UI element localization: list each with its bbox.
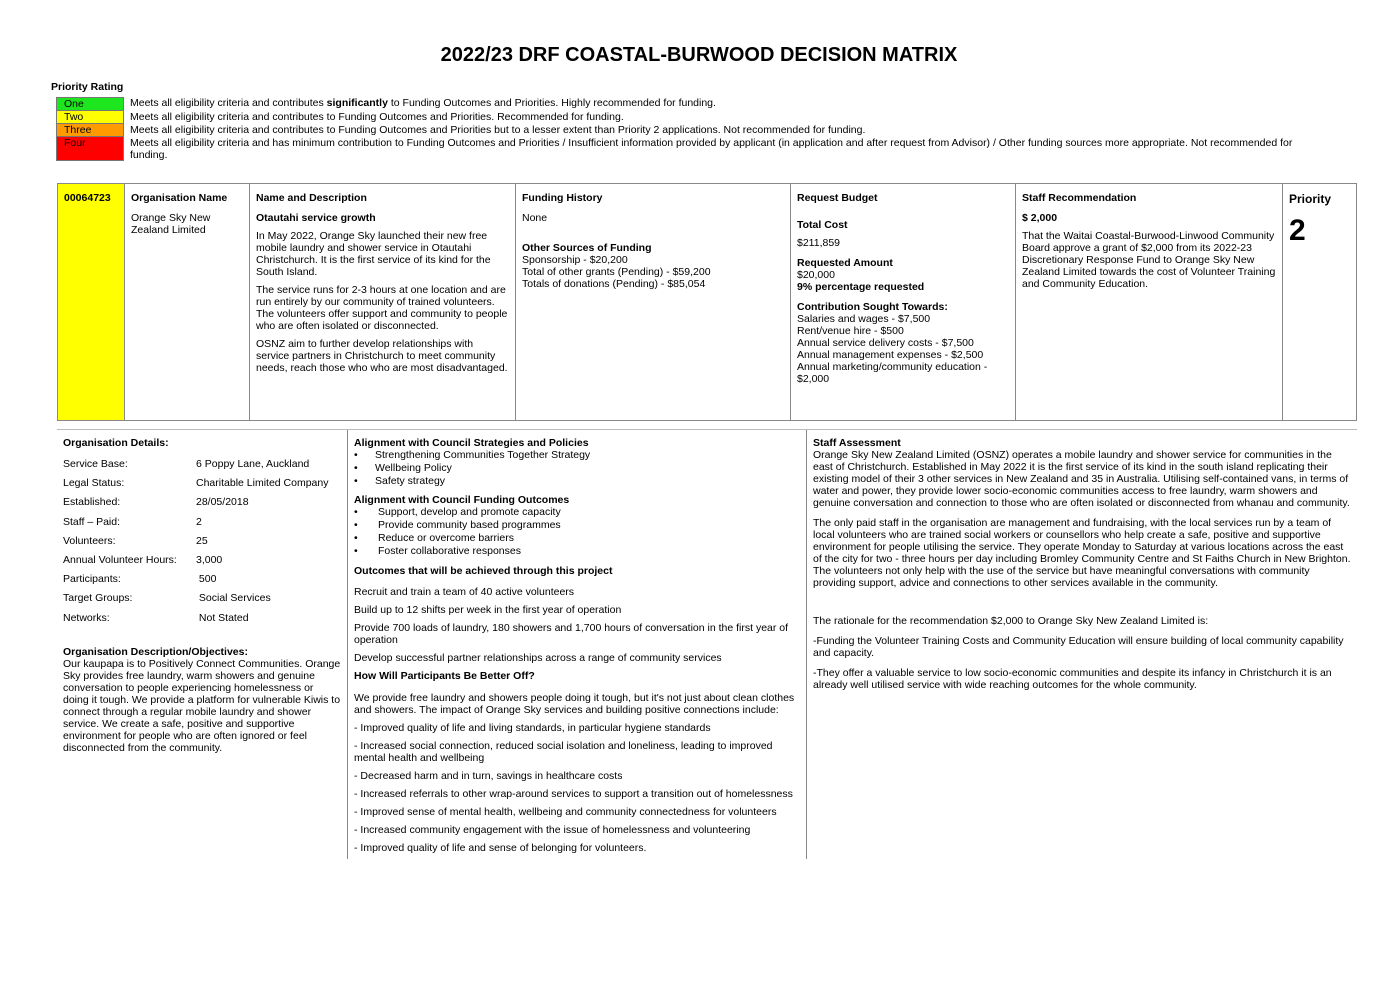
staff-recommendation-amount: $ 2,000 bbox=[1022, 212, 1058, 224]
better-off-item: - Increased community engagement with the issue of homelessness and volunteering bbox=[354, 824, 751, 836]
staff-assessment-col bbox=[807, 430, 1357, 859]
priority-value: 2 bbox=[1289, 214, 1306, 247]
funding-outcomes-list bbox=[354, 506, 800, 558]
detail-row bbox=[63, 535, 341, 554]
total-cost-value: $211,859 bbox=[797, 237, 841, 249]
detail-value: 6 Poppy Lane, Auckland bbox=[196, 458, 310, 470]
detail-value: Social Services bbox=[196, 592, 271, 605]
project-name: Otautahi service growth bbox=[256, 212, 376, 224]
detail-row bbox=[63, 477, 341, 496]
org-name: Orange Sky New Zealand Limited bbox=[131, 212, 211, 236]
other-sources-heading: Other Sources of Funding bbox=[522, 242, 652, 254]
funding-history-col bbox=[516, 184, 791, 420]
strategy-item: • Safety strategy bbox=[354, 475, 800, 488]
funding-history-heading: Funding History bbox=[522, 192, 603, 204]
staff-assessment-heading: Staff Assessment bbox=[813, 437, 901, 449]
better-off-item: - Increased social connection, reduced social isolation and loneliness, leading to improved mental health and wellbeing bbox=[354, 740, 773, 764]
request-budget-col bbox=[791, 184, 1016, 420]
org-details-heading: Organisation Details: bbox=[63, 437, 169, 449]
better-off-item: - Improved sense of mental health, wellbeing and community connectedness for volunteers bbox=[354, 806, 777, 818]
funding-history-value: None bbox=[522, 212, 548, 224]
priority-swatch-three: Three bbox=[56, 124, 124, 137]
sought-item: Annual marketing/community education - $2,000 bbox=[797, 361, 988, 385]
alignment-col bbox=[348, 430, 807, 859]
better-off-item: - Improved quality of life and sense of belonging for volunteers. bbox=[354, 842, 647, 854]
priority-rating-legend bbox=[56, 97, 1316, 161]
requested-value: $20,000 bbox=[797, 269, 835, 281]
outcome-item: • Support, develop and promote capacity bbox=[354, 506, 800, 519]
detail-row bbox=[63, 516, 341, 535]
contribution-sought-heading: Contribution Sought Towards: bbox=[797, 301, 948, 313]
detail-value: 28/05/2018 bbox=[196, 496, 249, 509]
percentage-requested: 9% percentage requested bbox=[797, 281, 925, 293]
detail-value: 25 bbox=[196, 534, 208, 547]
sought-item: Salaries and wages - $7,500 bbox=[797, 313, 931, 325]
project-desc-2: The service runs for 2-3 hours at one location and are run entirely by our community of trained volunteers. The volunteers offer support and community to people who are often isolated or disconnected. bbox=[256, 284, 508, 332]
assessment-paragraph: -Funding the Volunteer Training Costs and Community Education will ensure building of local community capability and capacity. bbox=[813, 635, 1344, 659]
detail-row bbox=[63, 458, 341, 477]
detail-key: Legal Status: bbox=[63, 477, 125, 490]
request-budget-heading: Request Budget bbox=[797, 192, 878, 204]
priority-rating-row bbox=[56, 111, 1316, 124]
page-title: 2022/23 DRF COASTAL-BURWOOD DECISION MATRIX bbox=[440, 44, 958, 66]
priority-desc-two: Meets all eligibility criteria and contributes to Funding Outcomes and Priorities. Recommended for funding. bbox=[130, 111, 624, 123]
detail-key: Staff – Paid: bbox=[63, 515, 121, 528]
detail-row bbox=[63, 496, 341, 515]
strategy-item: • Wellbeing Policy bbox=[354, 462, 800, 475]
achieved-item: Develop successful partner relationships across a range of community services bbox=[354, 652, 722, 664]
priority-rating-row bbox=[56, 124, 1316, 137]
detail-row bbox=[63, 592, 341, 611]
strategies-list bbox=[354, 449, 800, 488]
assessment-paragraph: -They offer a valuable service to low socio-economic communities and despite its infancy in Christchurch it is an already well utilised service with wide reaching outcomes for the whole community. bbox=[813, 667, 1332, 691]
outcomes-achieved-heading: Outcomes that will be achieved through this project bbox=[354, 565, 613, 577]
application-id: 00064723 bbox=[58, 184, 125, 420]
achieved-item: Build up to 12 shifts per week in the first year of operation bbox=[354, 604, 622, 616]
other-source-item: Total of other grants (Pending) - $59,200 bbox=[522, 266, 711, 278]
organisation-details-col bbox=[57, 430, 348, 859]
staff-recommendation-col bbox=[1016, 184, 1283, 420]
org-name-heading: Organisation Name bbox=[131, 192, 228, 204]
detail-value: 2 bbox=[196, 515, 202, 528]
sought-item: Annual service delivery costs - $7,500 bbox=[797, 337, 974, 349]
better-off-item: - Improved quality of life and living standards, in particular hygiene standards bbox=[354, 722, 711, 734]
org-name-col bbox=[125, 184, 250, 420]
achieved-item: Recruit and train a team of 40 active volunteers bbox=[354, 586, 575, 598]
priority-swatch-one: One bbox=[56, 97, 124, 111]
better-off-item: - Decreased harm and in turn, savings in healthcare costs bbox=[354, 770, 623, 782]
org-description: Our kaupapa is to Positively Connect Communities. Orange Sky provides free laundry, warm showers and genuine conversation to people experiencing homelessness or doing it tough. We provide a platform for vulnerable Kiwis to connect through a regular mobile laundry and shower service. We create a safe, positive and supportive environment for people who are often ignored or feel disconnected from the community. bbox=[63, 657, 341, 754]
better-off-heading: How Will Participants Be Better Off? bbox=[354, 670, 535, 682]
priority-rating-row bbox=[56, 137, 1316, 161]
detail-key: Target Groups: bbox=[63, 592, 133, 605]
detail-row bbox=[63, 554, 341, 573]
detail-value: 500 bbox=[196, 573, 217, 586]
priority-heading: Priority bbox=[1289, 192, 1332, 206]
org-description-heading: Organisation Description/Objectives: bbox=[63, 645, 248, 658]
details-section bbox=[57, 429, 1357, 859]
strategies-heading: Alignment with Council Strategies and Policies bbox=[354, 437, 589, 449]
sought-item: Rent/venue hire - $500 bbox=[797, 325, 904, 337]
detail-key: Networks: bbox=[63, 611, 110, 624]
detail-key: Annual Volunteer Hours: bbox=[63, 553, 177, 566]
funding-outcomes-heading: Alignment with Council Funding Outcomes bbox=[354, 494, 570, 506]
priority-desc-three: Meets all eligibility criteria and contributes to Funding Outcomes and Priorities but to a lesser extent than Priority 2 applications. Not recommended for funding. bbox=[130, 124, 866, 136]
project-desc-3: OSNZ aim to further develop relationships with service partners in Christchurch to meet community needs, reach those who who are most disadvantaged. bbox=[256, 338, 508, 374]
detail-row bbox=[63, 573, 341, 592]
other-source-item: Sponsorship - $20,200 bbox=[522, 254, 628, 266]
assessment-paragraph: The only paid staff in the organisation are management and fundraising, with the local services run by a team of local volunteers who are trained social workers or counsellors who help create a safe, positive and supportive environment for people utilising the service. They operate Monday to Saturday at various locations across the east of the city for two - three hours per day including Bromley Community Centre and St Faiths Church in New Brighton. The volunteers not only help with the use of the service but have meaningful conversations with community providing support, advice and connections to other services available in the community. bbox=[813, 517, 1351, 589]
other-source-item: Totals of donations (Pending) - $85,054 bbox=[522, 278, 706, 290]
staff-recommendation-text: That the Waitai Coastal-Burwood-Linwood Community Board approve a grant of $2,000 from its 2022-23 Discretionary Response Fund to Orange Sky New Zealand Limited towards the cost of Volunteer Training and Community Education. bbox=[1022, 230, 1276, 290]
detail-value: 3,000 bbox=[196, 553, 223, 566]
sought-item: Annual management expenses - $2,500 bbox=[797, 349, 984, 361]
priority-desc-four: Meets all eligibility criteria and has minimum contribution to Funding Outcomes and Priorities / Insufficient information provided by applicant (in application and after request from Advisor) / Other funding sources more appropriate. Not recommended for funding. bbox=[130, 137, 1293, 161]
priority-swatch-two: Two bbox=[56, 111, 124, 124]
priority-rating-row bbox=[56, 97, 1316, 111]
detail-value: Charitable Limited Company bbox=[196, 477, 329, 490]
project-desc-1: In May 2022, Orange Sky launched their new free mobile laundry and shower service in Otautahi Christchurch. It is the first service of its kind for the South Island. bbox=[256, 230, 491, 278]
name-description-col bbox=[250, 184, 516, 420]
name-description-heading: Name and Description bbox=[256, 192, 367, 204]
total-cost-label: Total Cost bbox=[797, 219, 848, 231]
detail-key: Participants: bbox=[63, 573, 121, 586]
detail-value: Not Stated bbox=[196, 611, 249, 624]
better-off-item: We provide free laundry and showers people doing it tough, but it's not just about clean clothes and showers. The impact of Orange Sky services and building positive connections include: bbox=[354, 692, 795, 716]
detail-key: Volunteers: bbox=[63, 534, 116, 547]
staff-recommendation-heading: Staff Recommendation bbox=[1022, 192, 1137, 204]
outcome-item: • Provide community based programmes bbox=[354, 519, 800, 532]
better-off-item: - Increased referrals to other wrap-around services to support a transition out of homelessness bbox=[354, 788, 793, 800]
assessment-paragraph: The rationale for the recommendation $2,000 to Orange Sky New Zealand Limited is: bbox=[813, 615, 1209, 627]
detail-row bbox=[63, 612, 341, 631]
outcome-item: • Foster collaborative responses bbox=[354, 545, 800, 558]
strategy-item: • Strengthening Communities Together Strategy bbox=[354, 449, 800, 462]
outcome-item: • Reduce or overcome barriers bbox=[354, 532, 800, 545]
priority-swatch-four: Four bbox=[56, 137, 124, 161]
application-table bbox=[57, 183, 1357, 421]
priority-col bbox=[1283, 184, 1356, 420]
priority-rating-heading: Priority Rating bbox=[51, 81, 124, 93]
achieved-item: Provide 700 loads of laundry, 180 showers and 1,700 hours of conversation in the first year of operation bbox=[354, 622, 789, 646]
detail-key: Established: bbox=[63, 496, 121, 509]
requested-label: Requested Amount bbox=[797, 257, 893, 269]
assessment-paragraph: Orange Sky New Zealand Limited (OSNZ) operates a mobile laundry and shower service for communities in the east of Christchurch. Established in May 2022 it is the first service of its kind in the south island replicating their existing model of their 3 other services in New Zealand and 35 in Australia. Utilising self-contained vans, in terms of water and power, they provide lower socio-economic communities access to free laundry, warm showers and genuine conversation and connection to those who are often isolated or disconnected from whanau and community. bbox=[813, 449, 1350, 509]
detail-key: Service Base: bbox=[63, 458, 128, 470]
priority-desc-one: Meets all eligibility criteria and contributes significantly to Funding Outcomes and Priorities. Highly recommended for funding. bbox=[130, 97, 716, 109]
